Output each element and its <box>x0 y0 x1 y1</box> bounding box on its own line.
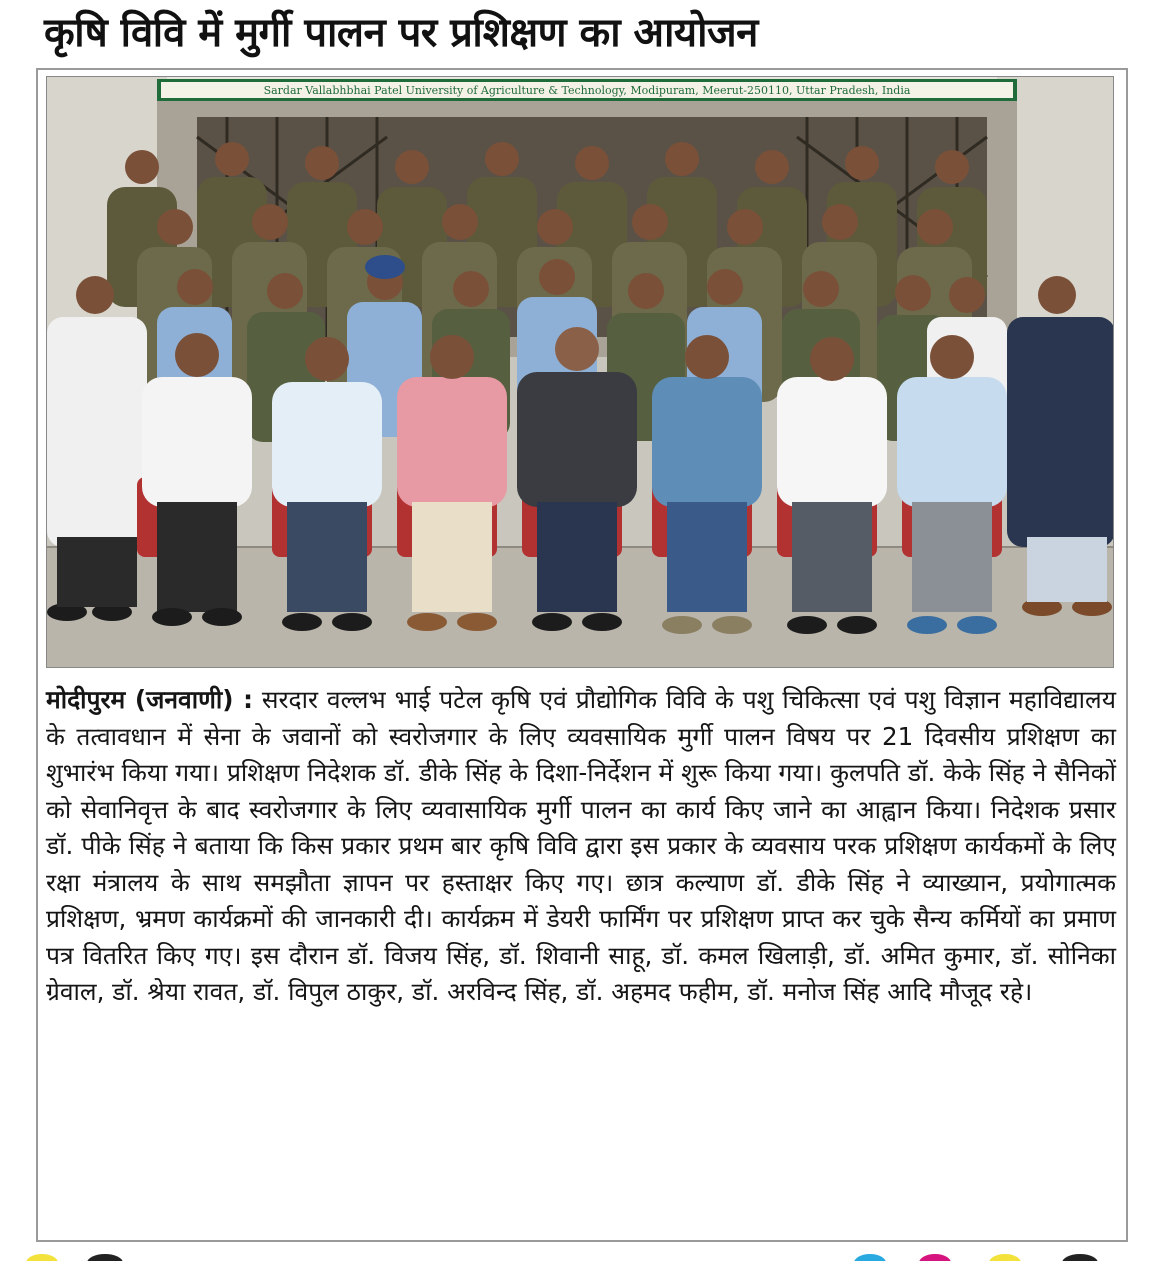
group-photo <box>46 76 1114 668</box>
article-text: सरदार वल्लभ भाई पटेल कृषि एवं प्रौद्योगिक विवि के पशु चिकित्सा एवं पशु विज्ञान महाविद्यालय के तत्वावधान में सेना के जवानों को स्वरोजगार के लिए व्यवसायिक मुर्गी पालन विषय पर 21 दिवसीय प्रशिक्षण का शुभारंभ किया गया। प्रशिक्षण निदेशक डॉ. डीके सिंह के दिशा-निर्देशन में शुरू किया गया। कुलपति डॉ. केके सिंह ने सैनिकों को सेवानिवृत्त के बाद स्वरोजगार के लिए व्यवासायिक मुर्गी पालन का कार्य किए जाने का आह्वान किया। निदेशक प्रसार डॉ. पीके सिंह ने बताया कि किस प्रकार प्रथम बार कृषि विवि द्वारा इस प्रकार के व्यवसाय परक प्रशिक्षण कार्यकमों के लिए रक्षा मंत्रालय के साथ समझौता ज्ञापन पर हस्ताक्षर किए गए। छात्र कल्याण डॉ. डीके सिंह ने व्याख्यान, प्रयोगात्मक प्रशिक्षण, भ्रमण कार्यक्रमों की जानकारी दी। कार्यक्रम में डेयरी फार्मिंग पर प्रशिक्षण प्राप्त कर चुके सैन्य कर्मियों का प्रमाण पत्र वितरित किए गए। इस दौरान डॉ. विजय सिंह, डॉ. शिवानी साहू, डॉ. कमल खिलाड़ी, डॉ. अमित कुमार, डॉ. सोनिका ग्रेवाल, डॉ. श्रेया रावत, डॉ. विपुल ठाकुर, डॉ. अरविन्द सिंह, डॉ. अहमद फहीम, डॉ. मनोज सिंह आदि मौजूद रहे। <box>46 685 1116 1006</box>
print-color-marks <box>0 1248 1170 1261</box>
headline: कृषि विवि में मुर्गी पालन पर प्रशिक्षण का आयोजन <box>44 10 758 56</box>
building-sign: Sardar Vallabhbhai Patel University of Agriculture & Technology, Modipuram, Meerut-250110, Uttar Pradesh, India <box>263 84 911 97</box>
article-body <box>46 682 1116 1011</box>
group-photo-illustration <box>47 77 1114 668</box>
article-dateline: मोदीपुरम (जनवाणी) : <box>46 685 253 714</box>
